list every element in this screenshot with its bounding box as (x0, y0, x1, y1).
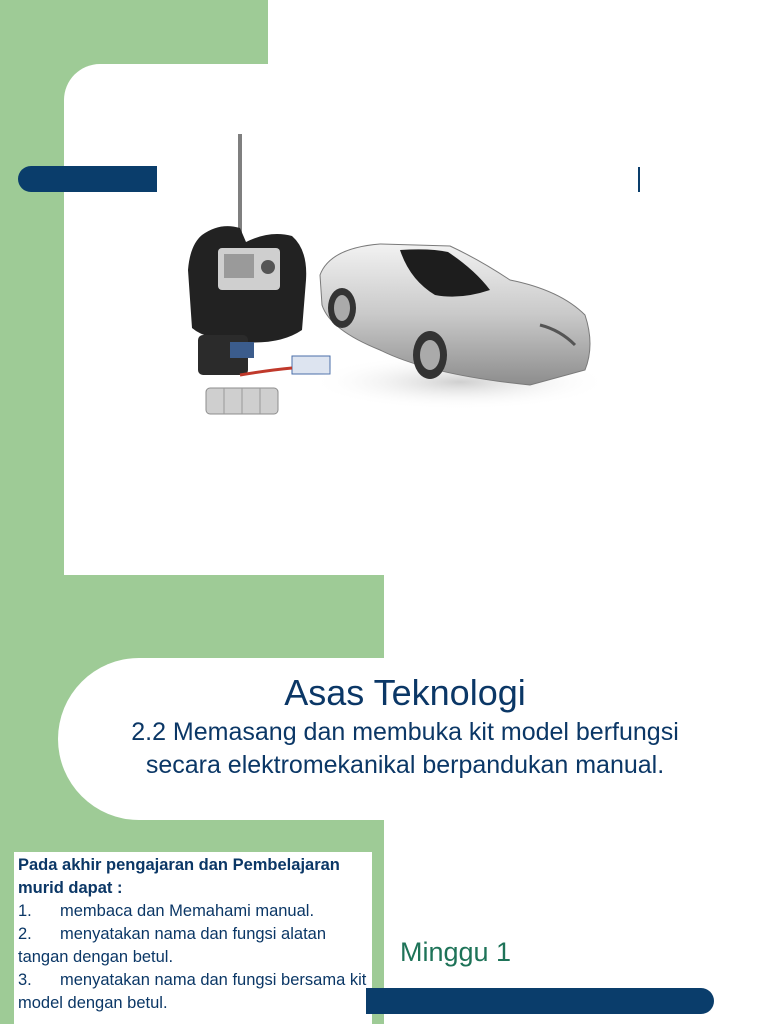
objective-text: menyatakan nama dan fungsi bersama kit model dengan betul. (18, 971, 367, 1012)
objective-number: 2. (18, 925, 32, 943)
objective-text: membaca dan Memahami manual. (60, 902, 315, 920)
objective-item (18, 923, 368, 969)
objectives-box (14, 852, 372, 1036)
objectives-heading: Pada akhir pengajaran dan Pembelajaran murid dapat : (18, 856, 340, 897)
objective-number: 1. (18, 902, 32, 920)
sports-car-icon (310, 244, 610, 410)
objective-item (18, 969, 368, 1015)
decorative-bar-top (18, 166, 157, 192)
rc-car-kit-icon (180, 130, 610, 440)
slide-title-block (100, 672, 710, 782)
week-label: Minggu 1 (400, 937, 512, 967)
objective-item (18, 900, 368, 923)
slide-title: Asas Teknologi (284, 672, 526, 713)
decorative-bar-bottom (366, 988, 714, 1014)
text-cursor-line (638, 167, 640, 192)
slide-subtitle: 2.2 Memasang dan membuka kit model berfungsi secara elektromekanikal berpandukan manual. (131, 718, 679, 779)
remote-control-icon (188, 226, 306, 342)
objective-text: menyatakan nama dan fungsi alatan tangan dengan betul. (18, 925, 327, 966)
objective-number: 3. (18, 971, 32, 989)
